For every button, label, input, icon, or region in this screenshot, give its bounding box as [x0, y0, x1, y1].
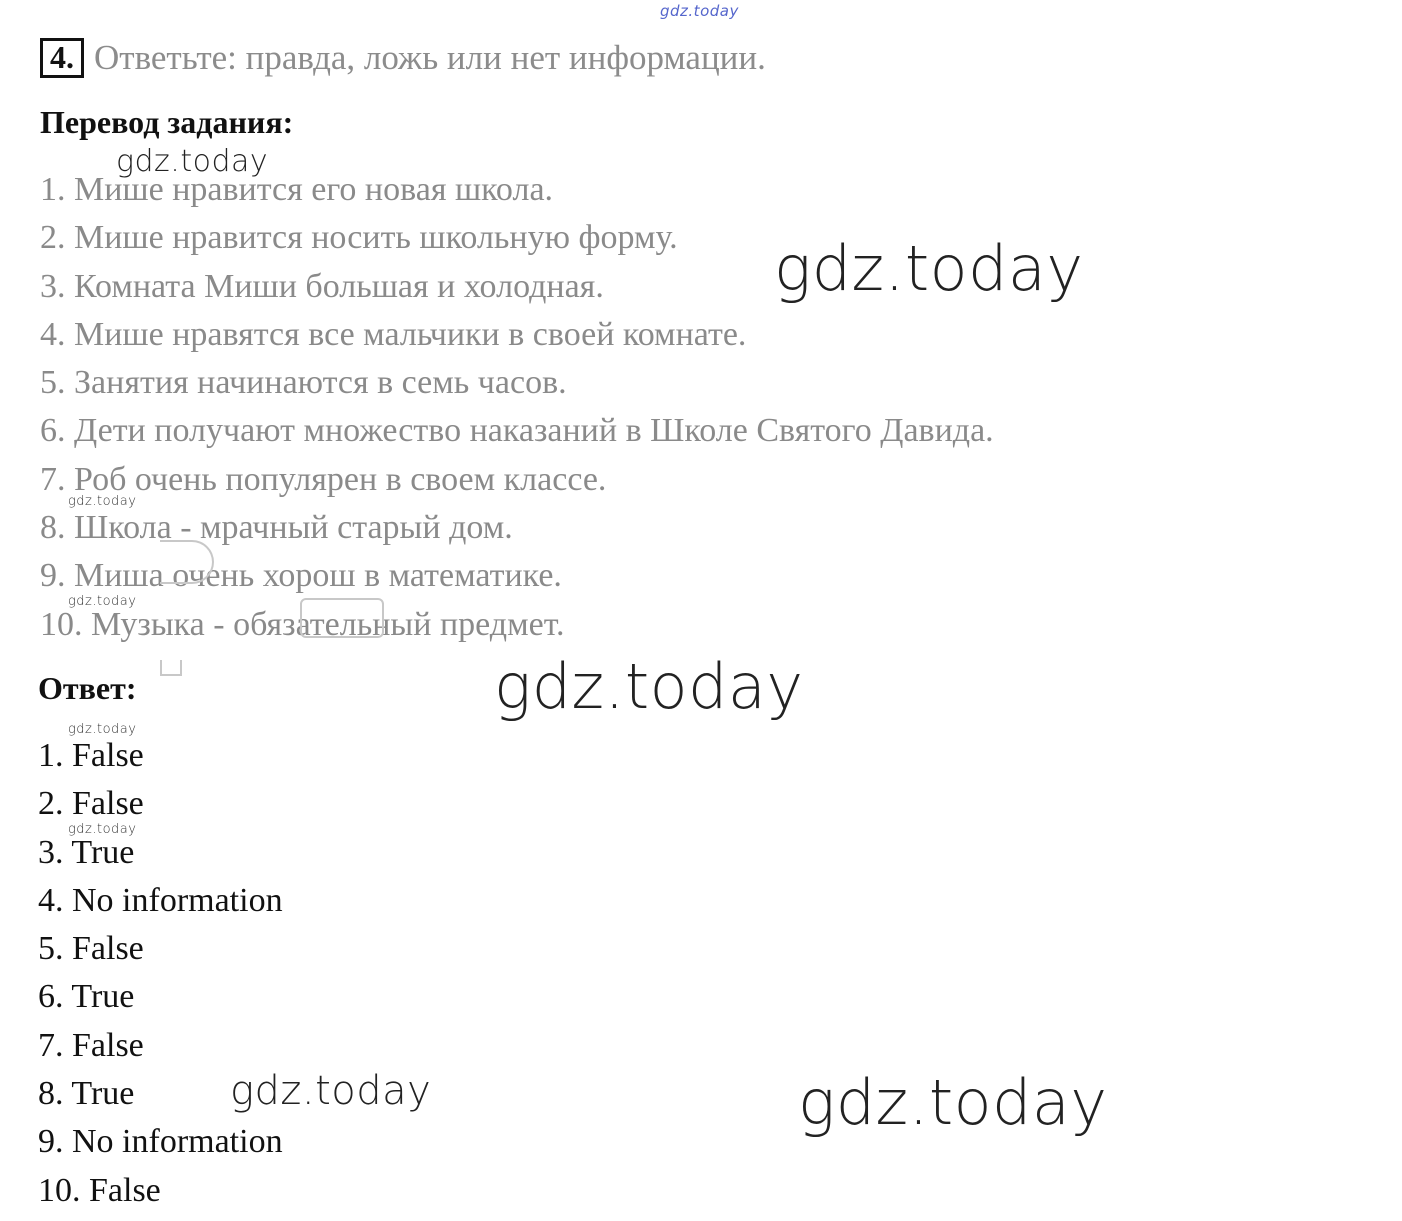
translation-item: 9. Миша очень хорош в математике. [40, 557, 562, 595]
translation-item: 7. Роб очень популярен в своем классе. [40, 460, 607, 498]
answer-item: 10. False [38, 1171, 161, 1209]
translation-item: 2. Мише нравится носить школьную форму. [40, 219, 678, 257]
task-instruction: Ответьте: правда, ложь или нет информации. [94, 38, 766, 77]
answer-item: 3. True [38, 833, 135, 871]
answer-item: 5. False [38, 930, 144, 968]
task-header [40, 34, 766, 82]
watermark-text: gdz.today [68, 722, 137, 737]
watermark-text: gdz.today [660, 2, 739, 20]
scan-artifact [160, 660, 182, 676]
answer-item: 2. False [38, 785, 144, 823]
translation-item: 8. Школа - мрачный старый дом. [40, 509, 513, 547]
answer-item: 4. No information [38, 881, 283, 919]
answer-item: 7. False [38, 1026, 144, 1064]
watermark-text: gdz.today [774, 232, 1084, 305]
answer-item: 6. True [38, 978, 135, 1016]
answer-item: 9. No information [38, 1123, 283, 1161]
answer-heading: Ответ: [38, 670, 137, 706]
answer-list [38, 732, 283, 1215]
task-number-box: 4. [40, 38, 84, 78]
watermark-text: gdz.today [494, 650, 804, 723]
scan-artifact [300, 598, 384, 638]
answer-item: 8. True [38, 1075, 135, 1113]
watermark-text: gdz.today [68, 594, 137, 609]
translation-item: 5. Занятия начинаются в семь часов. [40, 364, 567, 402]
translation-item: 3. Комната Миши большая и холодная. [40, 267, 604, 305]
answer-item: 1. False [38, 737, 144, 774]
watermark-text: gdz.today [68, 822, 137, 837]
translation-heading: Перевод задания: [40, 104, 294, 140]
watermark-text: gdz.today [230, 1068, 432, 1114]
watermark-text: gdz.today [116, 144, 269, 179]
translation-item: 1. Мише нравится его новая школа. [40, 171, 554, 208]
translation-item: 4. Мише нравятся все мальчики в своей комнате. [40, 315, 747, 353]
scan-artifact [160, 540, 214, 584]
translation-item: 10. Музыка - обязательный предмет. [40, 605, 565, 643]
watermark-text: gdz.today [68, 494, 137, 509]
watermark-text: gdz.today [798, 1066, 1108, 1139]
translation-item: 6. Дети получают множество наказаний в Школе Святого Давида. [40, 412, 994, 450]
